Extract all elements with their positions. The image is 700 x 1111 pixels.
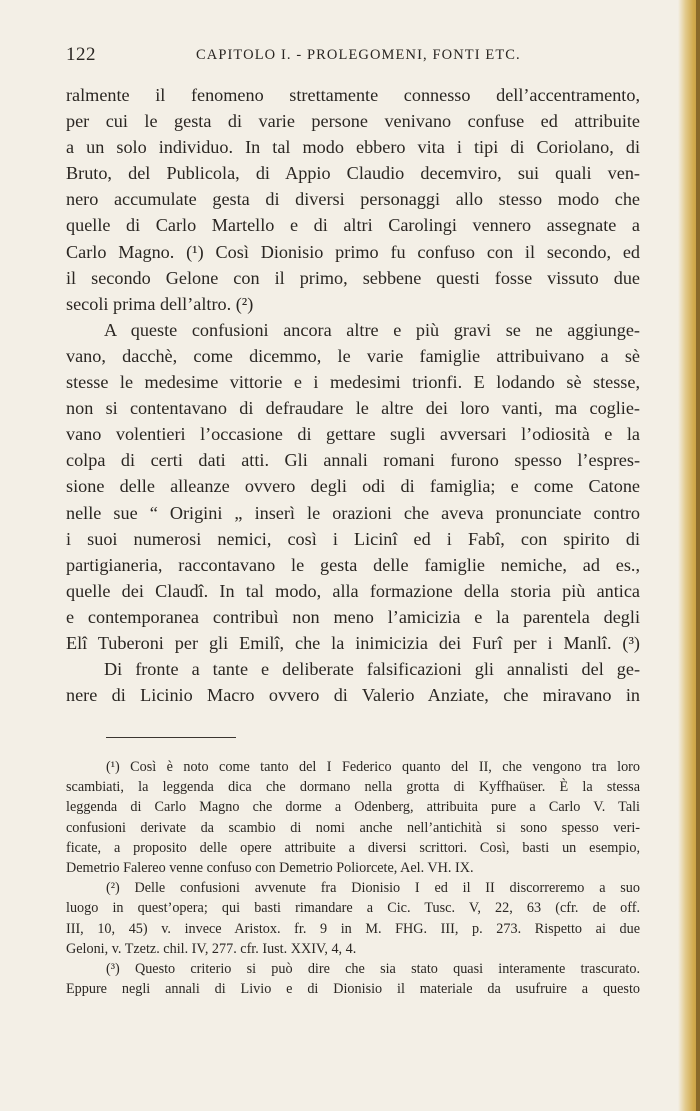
footnote-line: (³) Questo criterio si può dire che sia stato quasi interamente trascurato.	[106, 960, 640, 977]
text-line: e contemporanea contribuì non meno l’amicizia e la parentela degli	[66, 606, 640, 627]
footnote-line: Geloni, v. Tzetz. chil. IV, 277. cfr. Iust. XXIV, 4, 4.	[66, 940, 357, 957]
text-line: partigianeria, raccontavano le gesta delle famiglie nemiche, ad es.,	[66, 554, 640, 575]
footnote-line: confusioni derivate da scambio di nomi anche nell’antichità si sono spesso veri-	[66, 819, 640, 836]
footnote-line: Demetrio Falereo venne confuso con Demetrio Poliorcete, Ael. VH. IX.	[66, 859, 474, 876]
text-line: i suoi numerosi nemici, così i Licinî ed i Fabî, con spirito di	[66, 528, 640, 549]
text-line: A queste confusioni ancora altre e più gravi se ne aggiunge-	[104, 319, 640, 340]
text-line: ralmente il fenomeno strettamente connesso dell’accentramento,	[66, 85, 640, 105]
footnotes	[66, 757, 640, 999]
text-line: sione delle alleanze ovvero degli odi di famiglia; e come Catone	[66, 476, 640, 497]
text-line: quelle dei Claudî. In tal modo, alla formazione della storia più antica	[66, 580, 640, 601]
text-line: Elî Tuberoni per gli Emilî, che la inimicizia dei Furî per i Manlî. (³)	[66, 632, 640, 653]
footnote-line: III, 10, 45) v. invece Aristox. fr. 9 in M. FHG. III, p. 273. Rispetto ai due	[66, 920, 640, 937]
page-header	[66, 44, 640, 72]
text-line: per cui le gesta di varie persone venivano confuse ed attribuite	[66, 111, 640, 132]
text-line: Bruto, del Publicola, di Appio Claudio decemviro, sui quali ven-	[66, 163, 640, 184]
text-line: nero accumulate gesta di diversi personaggi allo stesso modo che	[66, 189, 640, 210]
running-head: CAPITOLO I. - PROLEGOMENI, FONTI ETC.	[196, 47, 521, 63]
footnote-line: (²) Delle confusioni avvenute fra Dionisio I ed il II discorreremo a suo	[106, 880, 640, 897]
text-line: quelle di Carlo Martello e di altri Carolingi vennero assegnate a	[66, 215, 640, 236]
footnote-line: ficate, a proposito delle opere attribuite a diversi scrittori. Così, basti un esempio,	[66, 839, 640, 856]
text-line: stesse le medesime vittorie e i medesimi trionfi. E lodando sè stesse,	[66, 372, 640, 393]
footnote-rule	[106, 737, 236, 738]
text-line: secoli prima dell’altro. (²)	[66, 293, 254, 314]
footnote-line: Eppure negli annali di Livio e di Dionisio il materiale da usufruire a questo	[66, 981, 640, 998]
text-line: Di fronte a tante e deliberate falsificazioni gli annalisti del ge-	[104, 659, 640, 680]
text-line: nere di Licinio Macro ovvero di Valerio Anziate, che miravano in	[66, 685, 640, 706]
body-text	[66, 82, 640, 708]
footnote-line: leggenda di Carlo Magno che dorme a Odenberg, attribuita pure a Carlo V. Tali	[66, 799, 640, 816]
text-line: il secondo Gelone con il primo, sebbene questi fosse vissuto due	[66, 267, 640, 288]
footnote-line: (¹) Così è noto come tanto del I Federico quanto del II, che vengono tra loro	[106, 759, 640, 775]
footnote-line: luogo in quest’opera; qui basti rimandare a Cic. Tusc. V, 22, 63 (cfr. de off.	[66, 900, 640, 917]
footnote-line: scambiati, la leggenda dica che dormano nella grotta di Kyffhaüser. È la stessa	[66, 779, 640, 796]
text-line: nelle sue “ Origini „ inserì le orazioni che aveva pronunciate contro	[66, 502, 640, 523]
page-number: 122	[66, 44, 96, 65]
text-line: a un solo individuo. In tal modo ebbero vita i tipi di Coriolano, di	[66, 137, 640, 158]
page-edge-shadow	[696, 0, 700, 1111]
text-line: Carlo Magno. (¹) Così Dionisio primo fu confuso con il secondo, ed	[66, 241, 640, 262]
text-line: vano, dacchè, come dicemmo, le varie famiglie attribuivano a sè	[66, 345, 640, 366]
text-line: colpa di certi dati atti. Gli annali romani furono spesso l’espres-	[66, 450, 640, 471]
text-line: non si contentavano di defraudare le altre dei loro vanti, ma coglie-	[66, 398, 640, 419]
text-line: vano volentieri l’occasione di gettare sugli avversari l’odiosità e la	[66, 424, 640, 445]
